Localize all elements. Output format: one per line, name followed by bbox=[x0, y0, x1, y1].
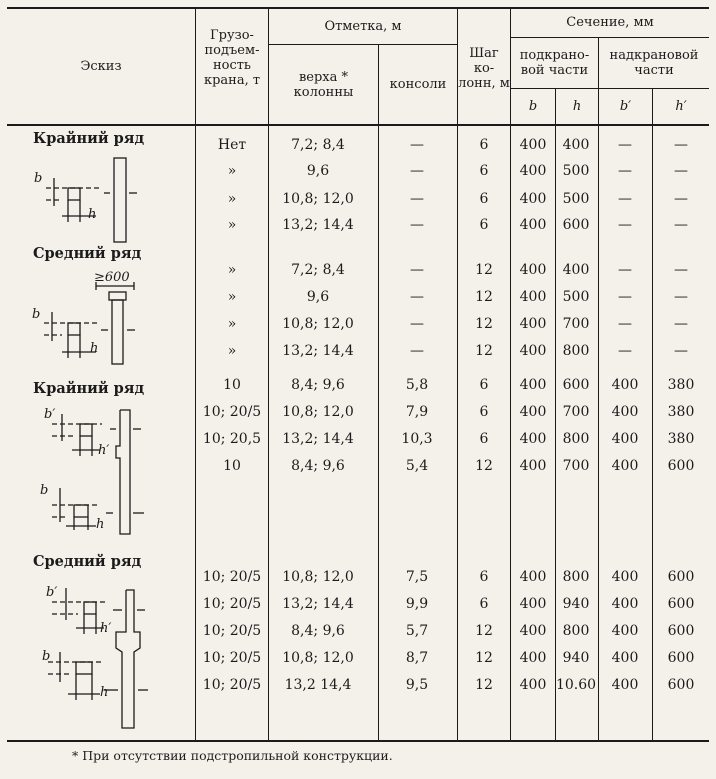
cell-step: 12 bbox=[475, 623, 493, 639]
sketch-label-b: b bbox=[32, 307, 41, 322]
cell-step: 6 bbox=[479, 431, 489, 447]
cell-b: 400 bbox=[519, 404, 547, 420]
header-upper-part: надкрановой части bbox=[609, 48, 699, 78]
cell-b-prime: — bbox=[618, 163, 632, 179]
cell-mark-top: 10,8; 12,0 bbox=[282, 191, 354, 207]
cell-h-prime: — bbox=[674, 316, 688, 332]
cell-h-prime: 600 bbox=[667, 596, 695, 612]
cell-b-prime: 400 bbox=[611, 596, 639, 612]
cell-mark-top: 9,6 bbox=[306, 289, 330, 305]
cell-b-prime: — bbox=[618, 137, 632, 153]
cell-capacity: 10; 20/5 bbox=[202, 569, 262, 585]
cell-b-prime: 400 bbox=[611, 458, 639, 474]
cell-mark-top: 8,4; 9,6 bbox=[291, 623, 345, 639]
cell-console: — bbox=[410, 262, 424, 278]
cell-b: 400 bbox=[519, 377, 547, 393]
cell-b-prime: — bbox=[618, 316, 632, 332]
cell-b: 400 bbox=[519, 623, 547, 639]
cell-h: 700 bbox=[562, 316, 590, 332]
cell-h-prime: 600 bbox=[667, 458, 695, 474]
cell-mark-top: 10,8; 12,0 bbox=[282, 404, 354, 420]
cell-h-prime: — bbox=[674, 262, 688, 278]
cell-h-prime: — bbox=[674, 289, 688, 305]
cell-capacity: 10; 20/5 bbox=[202, 623, 262, 639]
cell-step: 12 bbox=[475, 650, 493, 666]
cell-capacity: 10 bbox=[223, 377, 241, 393]
cell-mark-top: 13,2; 14,4 bbox=[282, 431, 354, 447]
cell-mark-top: 10,8; 12,0 bbox=[282, 650, 354, 666]
cell-h-prime: 380 bbox=[667, 377, 695, 393]
cell-step: 12 bbox=[475, 458, 493, 474]
cell-b-prime: 400 bbox=[611, 404, 639, 420]
header-mark-top: верха * колонны bbox=[293, 69, 354, 100]
sketch-label-h-prime: h′ bbox=[100, 621, 112, 636]
cell-h: 400 bbox=[562, 137, 590, 153]
cell-h-prime: 380 bbox=[667, 431, 695, 447]
cell-h: 940 bbox=[562, 596, 590, 612]
cell-console: — bbox=[410, 316, 424, 332]
cell-h: 500 bbox=[562, 163, 590, 179]
cell-console: 5,7 bbox=[405, 623, 429, 639]
cell-step: 6 bbox=[479, 137, 489, 153]
cell-h: 500 bbox=[562, 289, 590, 305]
cell-console: 8,7 bbox=[405, 650, 429, 666]
cell-b-prime: 400 bbox=[611, 677, 639, 693]
cell-mark-top: 13,2; 14,4 bbox=[282, 596, 354, 612]
cell-b: 400 bbox=[519, 289, 547, 305]
cell-h-prime: — bbox=[674, 217, 688, 233]
sketch-label-gap: ≥600 bbox=[94, 270, 130, 285]
cell-h-prime: 600 bbox=[667, 650, 695, 666]
cell-step: 6 bbox=[479, 217, 489, 233]
cell-b: 400 bbox=[519, 217, 547, 233]
cell-b-prime: — bbox=[618, 343, 632, 359]
cell-b-prime: — bbox=[618, 191, 632, 207]
cell-capacity: 10; 20/5 bbox=[202, 404, 262, 420]
sketch-label-b-prime: b′ bbox=[46, 585, 58, 600]
cell-capacity: » bbox=[227, 191, 237, 207]
header-b: b bbox=[528, 99, 538, 114]
cell-step: 12 bbox=[475, 343, 493, 359]
cell-console: 5,4 bbox=[405, 458, 429, 474]
cell-b: 400 bbox=[519, 262, 547, 278]
cell-b: 400 bbox=[519, 191, 547, 207]
cell-capacity: » bbox=[227, 289, 237, 305]
cell-h: 600 bbox=[562, 377, 590, 393]
cell-mark-top: 8,4; 9,6 bbox=[291, 377, 345, 393]
cell-console: — bbox=[410, 289, 424, 305]
cell-capacity: » bbox=[227, 163, 237, 179]
cell-console: — bbox=[410, 137, 424, 153]
cell-capacity: 10; 20,5 bbox=[202, 431, 262, 447]
cell-b-prime: 400 bbox=[611, 431, 639, 447]
cell-capacity: 10; 20/5 bbox=[202, 650, 262, 666]
cell-h: 700 bbox=[562, 404, 590, 420]
group-label: Средний ряд bbox=[33, 245, 142, 262]
cell-mark-top: 8,4; 9,6 bbox=[291, 458, 345, 474]
cell-step: 6 bbox=[479, 596, 489, 612]
cell-capacity: » bbox=[227, 343, 237, 359]
cell-h: 400 bbox=[562, 262, 590, 278]
cell-b: 400 bbox=[519, 596, 547, 612]
cell-console: 9,5 bbox=[405, 677, 429, 693]
sketch-label-b: b bbox=[40, 483, 49, 498]
header-sketch: Эскиз bbox=[80, 58, 122, 74]
cell-h: 940 bbox=[562, 650, 590, 666]
cell-capacity: Нет bbox=[217, 137, 247, 153]
header-h-prime: h′ bbox=[675, 99, 687, 114]
cell-h-prime: — bbox=[674, 343, 688, 359]
cell-b-prime: 400 bbox=[611, 650, 639, 666]
cell-capacity: » bbox=[227, 262, 237, 278]
cell-console: — bbox=[410, 343, 424, 359]
cell-capacity: » bbox=[227, 316, 237, 332]
header-h: h bbox=[572, 99, 582, 114]
cell-mark-top: 10,8; 12,0 bbox=[282, 316, 354, 332]
cell-b: 400 bbox=[519, 650, 547, 666]
sketch-label-h: h bbox=[96, 517, 105, 532]
group-label: Средний ряд bbox=[33, 553, 142, 570]
cell-h: 800 bbox=[562, 569, 590, 585]
cell-console: 9,9 bbox=[405, 596, 429, 612]
cell-step: 6 bbox=[479, 191, 489, 207]
cell-b: 400 bbox=[519, 458, 547, 474]
cell-capacity: 10 bbox=[223, 458, 241, 474]
cell-step: 12 bbox=[475, 316, 493, 332]
cell-mark-top: 13,2; 14,4 bbox=[282, 217, 354, 233]
cell-h-prime: 380 bbox=[667, 404, 695, 420]
cell-console: — bbox=[410, 163, 424, 179]
cell-mark-top: 13,2 14,4 bbox=[284, 677, 352, 693]
sketch-label-h: h bbox=[90, 341, 99, 356]
sketch-label-b-prime: b′ bbox=[44, 407, 56, 422]
header-mark-console: консоли bbox=[389, 77, 447, 92]
cell-h: 800 bbox=[562, 431, 590, 447]
cell-b-prime: 400 bbox=[611, 377, 639, 393]
header-capacity: Грузо- подъем- ность крана, т bbox=[203, 28, 261, 88]
cell-capacity: 10; 20/5 bbox=[202, 677, 262, 693]
cell-b: 400 bbox=[519, 431, 547, 447]
sketch-label-b: b bbox=[34, 171, 43, 186]
cell-console: 7,9 bbox=[405, 404, 429, 420]
cell-step: 6 bbox=[479, 377, 489, 393]
cell-h-prime: 600 bbox=[667, 677, 695, 693]
header-section: Сечение, мм bbox=[566, 15, 654, 30]
header-lower-part: подкрано- вой части bbox=[519, 48, 590, 78]
sketch-label-h: h bbox=[88, 207, 97, 222]
cell-mark-top: 9,6 bbox=[306, 163, 330, 179]
cell-step: 6 bbox=[479, 404, 489, 420]
cell-step: 12 bbox=[475, 262, 493, 278]
cell-b-prime: 400 bbox=[611, 623, 639, 639]
header-step: Шаг ко- лонн, м bbox=[458, 45, 510, 91]
cell-console: 5,8 bbox=[405, 377, 429, 393]
cell-h: 800 bbox=[562, 623, 590, 639]
cell-mark-top: 10,8; 12,0 bbox=[282, 569, 354, 585]
cell-h: 10.60 bbox=[555, 677, 597, 693]
cell-step: 12 bbox=[475, 289, 493, 305]
cell-step: 6 bbox=[479, 569, 489, 585]
sketch-label-h-prime: h′ bbox=[98, 443, 110, 458]
cell-h-prime: 600 bbox=[667, 569, 695, 585]
cell-h: 800 bbox=[562, 343, 590, 359]
cell-b: 400 bbox=[519, 316, 547, 332]
cell-h-prime: — bbox=[674, 137, 688, 153]
group-label: Крайний ряд bbox=[33, 130, 145, 147]
cell-h-prime: — bbox=[674, 191, 688, 207]
sketch-label-b: b bbox=[42, 649, 51, 664]
footnote: * При отсутствии подстропильной конструкции. bbox=[72, 748, 393, 763]
cell-step: 6 bbox=[479, 163, 489, 179]
cell-mark-top: 7,2; 8,4 bbox=[291, 262, 345, 278]
cell-capacity: 10; 20/5 bbox=[202, 596, 262, 612]
cell-b-prime: — bbox=[618, 289, 632, 305]
cell-mark-top: 13,2; 14,4 bbox=[282, 343, 354, 359]
cell-b: 400 bbox=[519, 569, 547, 585]
cell-b-prime: — bbox=[618, 217, 632, 233]
cell-b-prime: 400 bbox=[611, 569, 639, 585]
cell-b-prime: — bbox=[618, 262, 632, 278]
cell-mark-top: 7,2; 8,4 bbox=[291, 137, 345, 153]
sketch-label-h: h bbox=[100, 685, 109, 700]
cell-console: 10,3 bbox=[401, 431, 433, 447]
cell-h-prime: 600 bbox=[667, 623, 695, 639]
cell-b: 400 bbox=[519, 163, 547, 179]
cell-step: 12 bbox=[475, 677, 493, 693]
group-label: Крайний ряд bbox=[33, 380, 145, 397]
cell-console: — bbox=[410, 191, 424, 207]
header-mark: Отметка, м bbox=[324, 18, 402, 34]
cell-h: 700 bbox=[562, 458, 590, 474]
cell-h: 500 bbox=[562, 191, 590, 207]
cell-capacity: » bbox=[227, 217, 237, 233]
cell-h-prime: — bbox=[674, 163, 688, 179]
cell-b: 400 bbox=[519, 137, 547, 153]
header-b-prime: b′ bbox=[619, 99, 632, 114]
cell-console: 7,5 bbox=[405, 569, 429, 585]
cell-h: 600 bbox=[562, 217, 590, 233]
cell-b: 400 bbox=[519, 677, 547, 693]
cell-console: — bbox=[410, 217, 424, 233]
cell-b: 400 bbox=[519, 343, 547, 359]
